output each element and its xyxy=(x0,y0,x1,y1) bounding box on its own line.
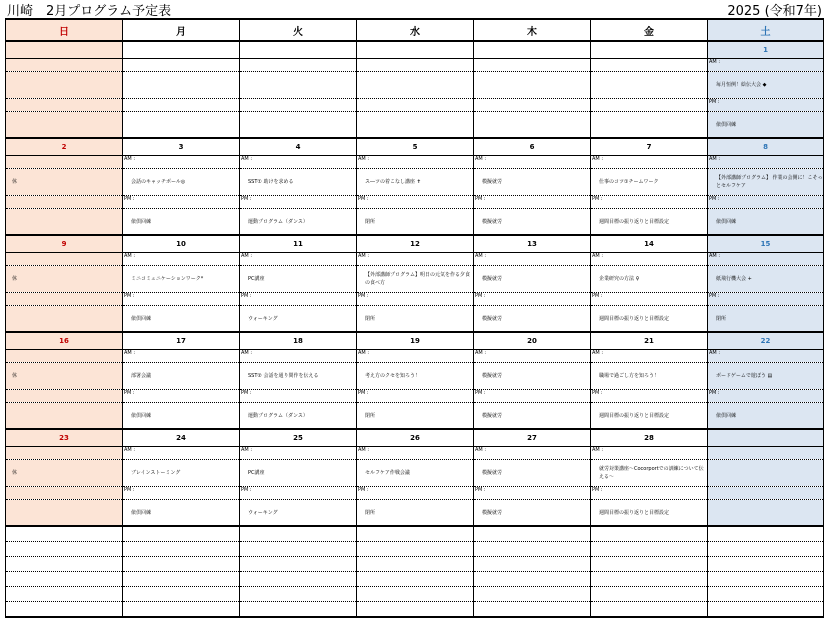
page-title: 川崎 2月プログラム予定表 xyxy=(7,4,172,19)
empty-cell xyxy=(357,572,474,587)
week-1-pm-row xyxy=(6,99,824,112)
week-1-date-row xyxy=(6,41,824,59)
pm-program-wednesday: 閉所 xyxy=(357,306,474,333)
am-program-thursday xyxy=(474,72,591,99)
am-program-friday: 就労対策講座〜Cocorportでの訓練について伝える〜 xyxy=(591,460,708,487)
pm-label: PM : xyxy=(474,293,591,306)
date-cell-wednesday: 12 xyxy=(357,235,474,253)
pm-label: PM : xyxy=(240,196,357,209)
date-cell-tuesday xyxy=(240,41,357,59)
pm-program-thursday xyxy=(474,112,591,139)
empty-cell xyxy=(357,542,474,557)
date-cell-monday: 17 xyxy=(123,332,240,350)
date-cell-sunday: 23 xyxy=(6,429,123,447)
am-program-monday xyxy=(123,72,240,99)
date-cell-friday: 14 xyxy=(591,235,708,253)
pm-program-thursday: 模擬就労 xyxy=(474,306,591,333)
empty-cell xyxy=(240,587,357,602)
blank-row xyxy=(6,542,824,557)
week-2-amc-row xyxy=(6,169,824,196)
empty-cell xyxy=(708,447,824,460)
empty-cell xyxy=(708,587,824,602)
pm-program-wednesday: 閉所 xyxy=(357,209,474,236)
am-label: AM : xyxy=(240,156,357,169)
pm-program-wednesday: 閉所 xyxy=(357,500,474,527)
date-cell-friday: 28 xyxy=(591,429,708,447)
am-label: AM : xyxy=(357,350,474,363)
pm-label: PM : xyxy=(123,487,240,500)
blank-row xyxy=(6,572,824,587)
empty-cell xyxy=(6,487,123,500)
am-program-wednesday: ス―ツの着こなし講座 ✝ xyxy=(357,169,474,196)
empty-cell xyxy=(123,557,240,572)
weekday-friday: 金 xyxy=(591,19,708,41)
weekday-sunday: 日 xyxy=(6,19,123,41)
pm-program-sunday xyxy=(6,500,123,527)
empty-cell xyxy=(6,526,123,542)
date-cell-thursday: 13 xyxy=(474,235,591,253)
empty-cell xyxy=(6,293,123,306)
week-4-am-row xyxy=(6,350,824,363)
empty-cell xyxy=(474,602,591,618)
date-cell-monday: 3 xyxy=(123,138,240,156)
week-4-amc-row xyxy=(6,363,824,390)
empty-cell xyxy=(474,587,591,602)
pm-label: PM : xyxy=(357,196,474,209)
date-cell-thursday: 20 xyxy=(474,332,591,350)
am-program-tuesday: SST② 会話を通り問作を伝える xyxy=(240,363,357,390)
weekday-thursday: 木 xyxy=(474,19,591,41)
date-cell-friday: 7 xyxy=(591,138,708,156)
blank-row xyxy=(6,557,824,572)
date-cell-saturday xyxy=(708,429,824,447)
date-cell-sunday: 9 xyxy=(6,235,123,253)
date-cell-wednesday: 5 xyxy=(357,138,474,156)
pm-label: PM : xyxy=(591,390,708,403)
empty-cell xyxy=(708,572,824,587)
pm-label: PM : xyxy=(708,293,824,306)
pm-program-monday: 俵倶回練 xyxy=(123,403,240,430)
week-3-am-row xyxy=(6,253,824,266)
pm-label: PM : xyxy=(357,390,474,403)
empty-cell xyxy=(357,59,474,72)
empty-cell xyxy=(591,99,708,112)
calendar-body xyxy=(6,19,824,617)
empty-cell xyxy=(474,572,591,587)
empty-cell xyxy=(591,526,708,542)
empty-cell xyxy=(123,99,240,112)
am-program-tuesday: PC講座 xyxy=(240,460,357,487)
pm-program-friday: 週間目標の振り返りと目標設定 xyxy=(591,209,708,236)
am-program-saturday xyxy=(708,460,824,487)
am-label: AM : xyxy=(474,156,591,169)
pm-label: PM : xyxy=(708,390,824,403)
am-program-tuesday: PC講座 xyxy=(240,266,357,293)
am-label: AM : xyxy=(240,350,357,363)
pm-program-monday: 俵倶回練 xyxy=(123,209,240,236)
am-program-wednesday: 考え方のクセを知ろう！ xyxy=(357,363,474,390)
empty-cell xyxy=(240,526,357,542)
empty-cell xyxy=(591,542,708,557)
am-label: AM : xyxy=(591,156,708,169)
am-label: AM : xyxy=(357,156,474,169)
pm-label: PM : xyxy=(591,196,708,209)
empty-cell xyxy=(123,526,240,542)
am-label: AM : xyxy=(708,156,824,169)
empty-cell xyxy=(240,59,357,72)
pm-program-monday: 俵倶回練 xyxy=(123,306,240,333)
empty-cell xyxy=(123,587,240,602)
empty-cell xyxy=(6,572,123,587)
pm-label: PM : xyxy=(591,293,708,306)
date-cell-wednesday: 26 xyxy=(357,429,474,447)
date-cell-saturday: 1 xyxy=(708,41,824,59)
am-program-friday: 職場で過ごし方を知ろう！ xyxy=(591,363,708,390)
empty-cell xyxy=(123,59,240,72)
date-cell-saturday: 22 xyxy=(708,332,824,350)
empty-cell xyxy=(591,602,708,618)
empty-cell xyxy=(591,59,708,72)
pm-program-wednesday xyxy=(357,112,474,139)
am-program-wednesday: セルフケア作戦会議 xyxy=(357,460,474,487)
weekday-saturday: 土 xyxy=(708,19,824,41)
week-2-am-row xyxy=(6,156,824,169)
pm-label: PM : xyxy=(708,196,824,209)
empty-cell xyxy=(240,557,357,572)
empty-cell xyxy=(6,557,123,572)
week-3-pm-row xyxy=(6,293,824,306)
empty-cell xyxy=(6,447,123,460)
pm-program-tuesday: ウォーキング xyxy=(240,306,357,333)
date-cell-wednesday xyxy=(357,41,474,59)
am-label: AM : xyxy=(708,59,824,72)
pm-program-sunday xyxy=(6,112,123,139)
am-label: AM : xyxy=(123,253,240,266)
pm-program-sunday xyxy=(6,306,123,333)
empty-cell xyxy=(708,526,824,542)
date-cell-tuesday: 11 xyxy=(240,235,357,253)
am-label: AM : xyxy=(708,350,824,363)
date-cell-sunday: 2 xyxy=(6,138,123,156)
am-label: AM : xyxy=(708,253,824,266)
pm-program-friday: 週間目標の振り返りと目標設定 xyxy=(591,500,708,527)
empty-cell xyxy=(708,602,824,618)
week-5-pm-row xyxy=(6,487,824,500)
pm-program-tuesday: ウォーキング xyxy=(240,500,357,527)
pm-program-friday: 週間目標の振り返りと目標設定 xyxy=(591,306,708,333)
am-label: AM : xyxy=(123,350,240,363)
empty-cell xyxy=(708,487,824,500)
empty-cell xyxy=(240,572,357,587)
empty-cell xyxy=(240,602,357,618)
am-label: AM : xyxy=(357,253,474,266)
date-cell-tuesday: 4 xyxy=(240,138,357,156)
empty-cell xyxy=(474,99,591,112)
empty-cell xyxy=(6,99,123,112)
am-program-sunday: 休 xyxy=(6,363,123,390)
empty-cell xyxy=(357,587,474,602)
date-cell-wednesday: 19 xyxy=(357,332,474,350)
am-label: AM : xyxy=(123,447,240,460)
date-cell-monday xyxy=(123,41,240,59)
date-cell-monday: 10 xyxy=(123,235,240,253)
empty-cell xyxy=(123,602,240,618)
am-program-wednesday: 【外部講師プログラム】明日の元気を作る夕食の食べ方 xyxy=(357,266,474,293)
empty-cell xyxy=(6,602,123,618)
am-program-saturday: 紙飛行機大会 + xyxy=(708,266,824,293)
am-program-monday: ブレインストーミング xyxy=(123,460,240,487)
date-cell-friday: 21 xyxy=(591,332,708,350)
pm-label: PM : xyxy=(474,390,591,403)
empty-cell xyxy=(240,542,357,557)
date-cell-saturday: 15 xyxy=(708,235,824,253)
date-cell-tuesday: 25 xyxy=(240,429,357,447)
pm-program-saturday: 閉所 xyxy=(708,306,824,333)
empty-cell xyxy=(123,572,240,587)
pm-program-tuesday: 運動プログラム（ダンス） xyxy=(240,403,357,430)
empty-cell xyxy=(474,526,591,542)
am-program-saturday: ボードゲームで遊ぼう ▤ xyxy=(708,363,824,390)
empty-cell xyxy=(6,253,123,266)
am-program-sunday: 休 xyxy=(6,266,123,293)
am-program-thursday: 模擬就労 xyxy=(474,363,591,390)
year-label: 2025 (令和7年) xyxy=(727,4,822,19)
empty-cell xyxy=(474,557,591,572)
pm-program-thursday: 模擬就労 xyxy=(474,209,591,236)
am-label: AM : xyxy=(357,447,474,460)
pm-label: PM : xyxy=(123,196,240,209)
am-program-thursday: 模擬就労 xyxy=(474,460,591,487)
date-cell-monday: 24 xyxy=(123,429,240,447)
empty-cell xyxy=(591,587,708,602)
week-1-amc-row xyxy=(6,72,824,99)
am-program-wednesday xyxy=(357,72,474,99)
date-cell-thursday xyxy=(474,41,591,59)
pm-label: PM : xyxy=(240,293,357,306)
date-cell-thursday: 27 xyxy=(474,429,591,447)
empty-cell xyxy=(6,390,123,403)
date-cell-saturday: 8 xyxy=(708,138,824,156)
am-program-saturday: 毎月恒例！絵伝大会 ◆ xyxy=(708,72,824,99)
empty-cell xyxy=(6,59,123,72)
date-cell-sunday: 16 xyxy=(6,332,123,350)
am-program-sunday xyxy=(6,72,123,99)
date-cell-tuesday: 18 xyxy=(240,332,357,350)
week-5-date-row xyxy=(6,429,824,447)
date-cell-thursday: 6 xyxy=(474,138,591,156)
week-3-date-row xyxy=(6,235,824,253)
empty-cell xyxy=(357,602,474,618)
week-4-date-row xyxy=(6,332,824,350)
week-5-pmc-row xyxy=(6,500,824,527)
pm-program-thursday: 模擬就労 xyxy=(474,403,591,430)
pm-program-tuesday: 運動プログラム（ダンス） xyxy=(240,209,357,236)
week-1-am-row xyxy=(6,59,824,72)
weekday-header-row xyxy=(6,19,824,41)
empty-cell xyxy=(708,542,824,557)
week-5-am-row xyxy=(6,447,824,460)
weekday-wednesday: 水 xyxy=(357,19,474,41)
am-program-friday: 企業研究の方法 ♀ xyxy=(591,266,708,293)
week-1-pmc-row xyxy=(6,112,824,139)
pm-program-saturday: 俵倶回練 xyxy=(708,403,824,430)
week-2-pm-row xyxy=(6,196,824,209)
empty-cell xyxy=(6,542,123,557)
pm-label: PM : xyxy=(474,196,591,209)
date-cell-sunday xyxy=(6,41,123,59)
weekday-monday: 月 xyxy=(123,19,240,41)
am-program-tuesday xyxy=(240,72,357,99)
am-program-sunday: 休 xyxy=(6,169,123,196)
week-2-date-row xyxy=(6,138,824,156)
pm-program-friday xyxy=(591,112,708,139)
pm-label: PM : xyxy=(123,390,240,403)
empty-cell xyxy=(357,99,474,112)
pm-program-monday: 俵倶回練 xyxy=(123,500,240,527)
pm-program-wednesday: 閉所 xyxy=(357,403,474,430)
empty-cell xyxy=(6,156,123,169)
am-label: AM : xyxy=(240,253,357,266)
am-label: AM : xyxy=(123,156,240,169)
week-3-pmc-row xyxy=(6,306,824,333)
empty-cell xyxy=(474,59,591,72)
empty-cell xyxy=(6,350,123,363)
am-label: AM : xyxy=(474,350,591,363)
pm-label: PM : xyxy=(591,487,708,500)
week-3-amc-row xyxy=(6,266,824,293)
pm-program-friday: 週間目標の振り返りと目標設定 xyxy=(591,403,708,430)
pm-program-saturday: 俵倶回練 xyxy=(708,112,824,139)
am-program-monday: 会話のキャッチボール◎ xyxy=(123,169,240,196)
empty-cell xyxy=(591,557,708,572)
pm-label: PM : xyxy=(123,293,240,306)
weekday-tuesday: 火 xyxy=(240,19,357,41)
pm-label: PM : xyxy=(240,487,357,500)
am-program-friday xyxy=(591,72,708,99)
date-cell-friday xyxy=(591,41,708,59)
am-label: AM : xyxy=(591,447,708,460)
pm-program-saturday: 俵倶回練 xyxy=(708,209,824,236)
am-program-saturday: 【外部講師プログラム】 作業の会開に！こそっとセルフケア xyxy=(708,169,824,196)
am-program-thursday: 模擬就労 xyxy=(474,169,591,196)
am-program-friday: 仕事のコツ①チームワーク xyxy=(591,169,708,196)
pm-program-saturday xyxy=(708,500,824,527)
week-4-pm-row xyxy=(6,390,824,403)
empty-cell xyxy=(357,526,474,542)
am-label: AM : xyxy=(591,350,708,363)
pm-label: PM : xyxy=(240,390,357,403)
pm-label: PM : xyxy=(357,293,474,306)
schedule-table xyxy=(5,18,824,618)
pm-program-monday xyxy=(123,112,240,139)
pm-label: PM : xyxy=(708,99,824,112)
week-4-pmc-row xyxy=(6,403,824,430)
empty-cell xyxy=(6,587,123,602)
pm-program-thursday: 模擬就労 xyxy=(474,500,591,527)
empty-cell xyxy=(708,557,824,572)
empty-cell xyxy=(474,542,591,557)
am-label: AM : xyxy=(474,253,591,266)
empty-cell xyxy=(357,557,474,572)
am-program-tuesday: SST① 助けを求める xyxy=(240,169,357,196)
empty-cell xyxy=(591,572,708,587)
blank-row xyxy=(6,526,824,542)
week-5-amc-row xyxy=(6,460,824,487)
am-program-sunday: 休 xyxy=(6,460,123,487)
am-program-monday: ミニコミュニケーションワーク* xyxy=(123,266,240,293)
pm-program-sunday xyxy=(6,209,123,236)
pm-label: PM : xyxy=(474,487,591,500)
am-program-thursday: 模擬就労 xyxy=(474,266,591,293)
pm-program-sunday xyxy=(6,403,123,430)
am-program-monday: 部署会議 xyxy=(123,363,240,390)
empty-cell xyxy=(123,542,240,557)
pm-program-tuesday xyxy=(240,112,357,139)
week-2-pmc-row xyxy=(6,209,824,236)
empty-cell xyxy=(240,99,357,112)
am-label: AM : xyxy=(474,447,591,460)
empty-cell xyxy=(6,196,123,209)
am-label: AM : xyxy=(240,447,357,460)
blank-row xyxy=(6,602,824,618)
pm-label: PM : xyxy=(357,487,474,500)
am-label: AM : xyxy=(591,253,708,266)
blank-row xyxy=(6,587,824,602)
